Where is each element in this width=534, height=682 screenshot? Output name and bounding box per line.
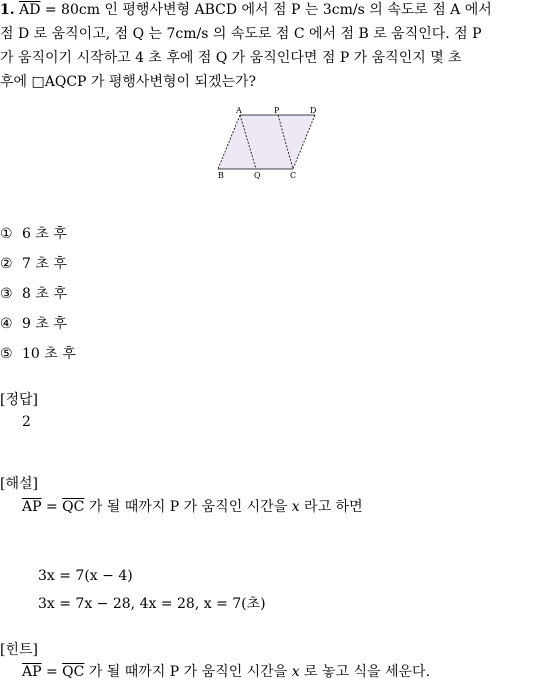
explanation-segment-qc: $\overline{QC}$	[62, 499, 85, 515]
segment-ad: $\overline{AD}$	[19, 2, 41, 18]
label-p: P	[274, 106, 280, 115]
choice-4-marker: ④	[0, 316, 13, 332]
label-d: D	[310, 106, 317, 115]
explanation-label: [해설]	[0, 476, 38, 492]
equation-1: 3x = 7(x − 4)	[38, 568, 133, 584]
choice-2-marker: ②	[0, 256, 13, 272]
choice-4-text: 9 초 후	[22, 316, 67, 332]
explanation-text-b: 라고 하면	[299, 499, 363, 515]
label-b: B	[218, 171, 224, 180]
parallelogram-figure	[210, 104, 320, 184]
answer-value: 2	[22, 414, 31, 430]
label-a: A	[236, 106, 242, 115]
choice-2-text: 7 초 후	[22, 256, 67, 272]
explanation-equals: =	[41, 499, 63, 515]
choice-4[interactable]	[0, 314, 67, 334]
choice-5-marker: ⑤	[0, 346, 13, 362]
hint-text-b: 로 놓고 식을 세운다.	[299, 664, 431, 680]
problem-line-1	[0, 0, 534, 20]
explanation-text-a: 가 될 때까지 P 가 움직인 시간을	[84, 499, 292, 515]
explanation-variable: x	[291, 499, 300, 515]
choice-2[interactable]	[0, 254, 67, 274]
problem-line-1-text: = 80cm 인 평행사변형 ABCD 에서 점 P 는 3cm/s 의 속도로 점 A 에서	[40, 2, 492, 18]
hint-text-a: 가 될 때까지 P 가 움직인 시간을	[84, 664, 292, 680]
choice-3-marker: ③	[0, 286, 13, 302]
choice-1-text: 6 초 후	[22, 226, 67, 242]
answer-label: [정답]	[0, 392, 38, 408]
explanation-segment-ap: $\overline{AP}$	[22, 499, 42, 515]
choice-3[interactable]	[0, 284, 67, 304]
choice-1[interactable]	[0, 224, 67, 244]
hint-label: [힌트]	[0, 642, 38, 658]
explanation-line	[22, 497, 363, 517]
hint-variable: x	[291, 664, 300, 680]
choice-5-text: 10 초 후	[22, 346, 76, 362]
problem-line-3: 가 움직이기 시작하고 4 초 후에 점 Q 가 움직인다면 점 P 가 움직인지 몇 초	[0, 50, 462, 66]
label-c: C	[290, 171, 297, 180]
parallelogram-abcd	[218, 115, 315, 169]
hint-segment-ap: $\overline{AP}$	[22, 664, 42, 680]
hint-segment-qc: $\overline{QC}$	[62, 664, 85, 680]
choice-1-marker: ①	[0, 226, 13, 242]
choice-5[interactable]	[0, 344, 76, 364]
problem-line-4: 후에 □AQCP 가 평행사변형이 되겠는가?	[0, 74, 257, 90]
choice-3-text: 8 초 후	[22, 286, 67, 302]
equation-2: 3x = 7x − 28, 4x = 28, x = 7(초)	[38, 596, 266, 612]
hint-equals: =	[41, 664, 63, 680]
hint-line	[22, 662, 430, 682]
question-number: 1.	[0, 2, 15, 18]
label-q: Q	[254, 171, 261, 180]
problem-line-2: 점 D 로 움직이고, 점 Q 는 7cm/s 의 속도로 점 C 에서 점 B 로 움직인다. 점 P	[0, 26, 482, 42]
